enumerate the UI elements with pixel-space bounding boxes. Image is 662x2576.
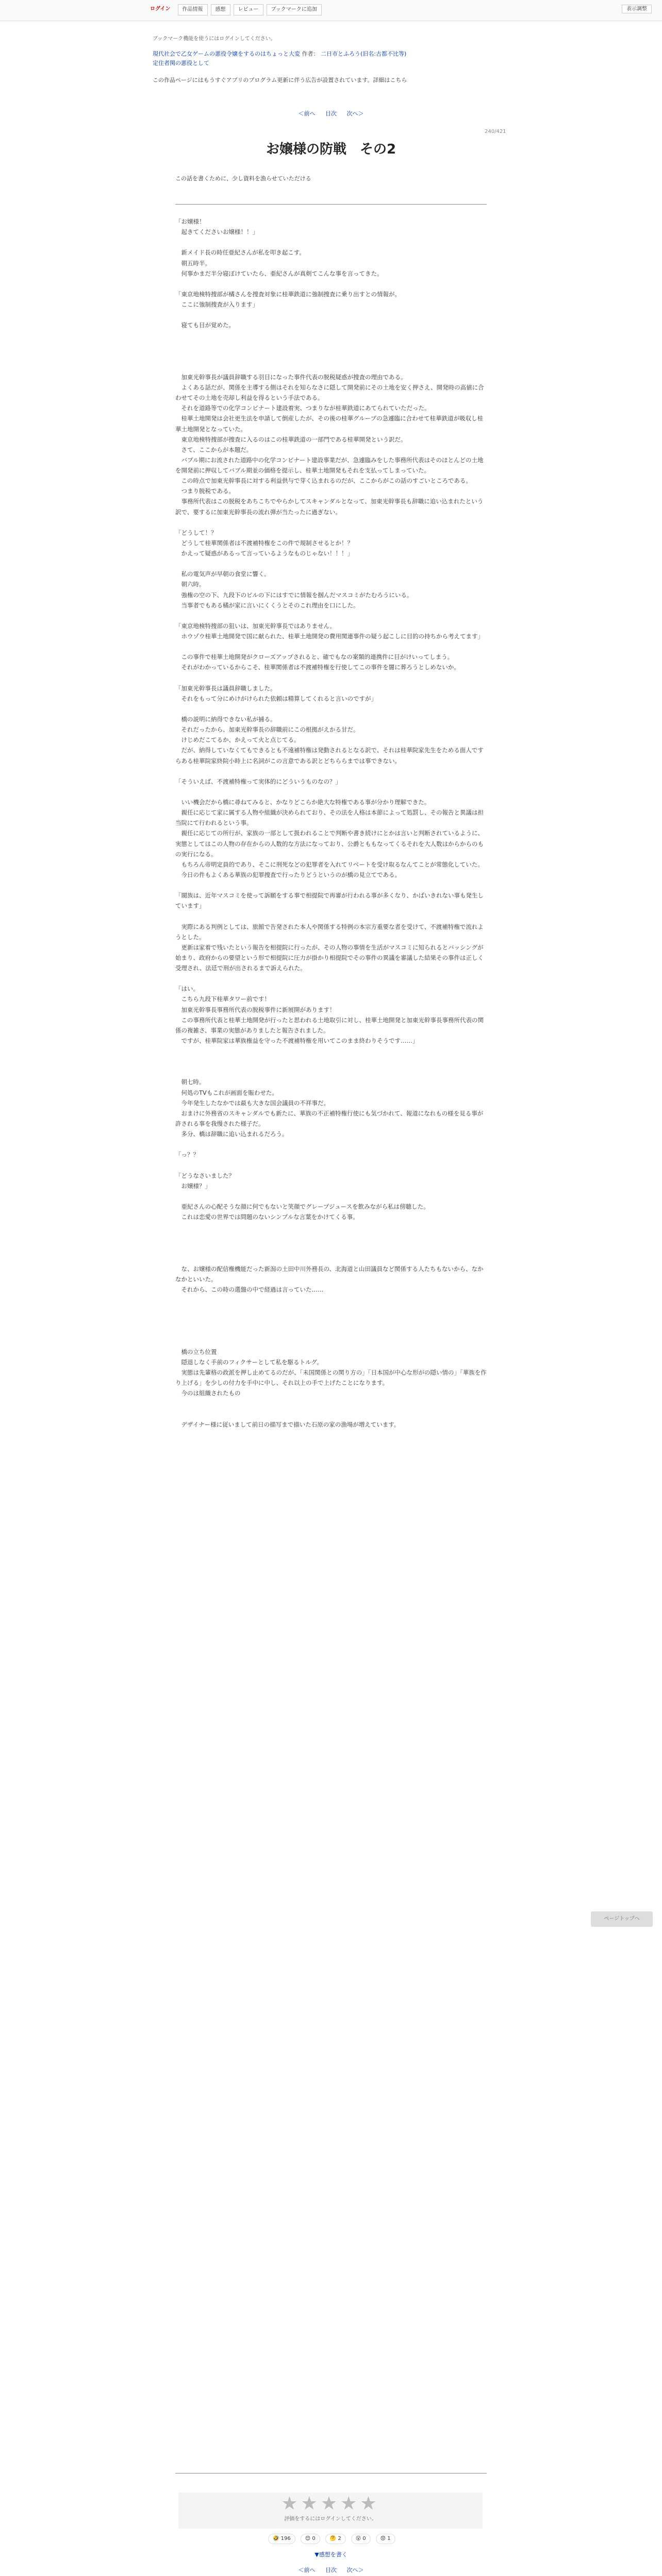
write-impression-toggle[interactable]: ▼感想を書く bbox=[315, 2551, 347, 2558]
next-link[interactable]: 次へ＞ bbox=[346, 110, 364, 117]
episode-number: 240/421 bbox=[485, 129, 506, 134]
reviews-button[interactable]: レビュー bbox=[234, 4, 263, 15]
bookmark-login-notice: ブックマーク機能を使うにはログインしてください。 bbox=[153, 36, 276, 42]
login-button[interactable]: ログイン bbox=[150, 6, 171, 12]
next-link-bottom[interactable]: 次へ＞ bbox=[346, 2567, 364, 2573]
prev-link-bottom[interactable]: ＜前へ bbox=[298, 2567, 316, 2573]
prev-link[interactable]: ＜前へ bbox=[298, 110, 316, 117]
rating-stars[interactable]: ★★★★★ bbox=[281, 2493, 380, 2514]
reaction-smile[interactable]: 😊 0 bbox=[301, 2534, 320, 2544]
toc-link-bottom[interactable]: 目次 bbox=[325, 2567, 337, 2573]
reaction-bar bbox=[268, 2534, 395, 2544]
series-subtitle: 定住者関の悪役として bbox=[153, 59, 209, 66]
reaction-laugh[interactable]: 🤣 196 bbox=[268, 2534, 295, 2544]
divider-top bbox=[175, 204, 487, 205]
impressions-button[interactable]: 感想 bbox=[211, 4, 230, 15]
rating-login-message: 評価をするにはログインしてください。 bbox=[284, 2516, 377, 2522]
toc-link[interactable]: 目次 bbox=[325, 110, 337, 117]
reaction-think[interactable]: 🤔 2 bbox=[325, 2534, 346, 2544]
chapter-body: 「お嬢様！ 起きてくださいお嬢様！！」 新メイド長の時任亜紀さんが私を叩き起こす。 朝五時半。 何事かまだ半分寝ぼけていたら、亜紀さんが真剣てこんな事を言ってきた。 「東京地検特捜部が橘さんを捜査対象に桂華鉄道に強制捜査に乗り出すとの情報が。 ここに強制捜査が入ります」 寝ても目が覚めた。 加東光幹事長が議員辞職する羽目になった事件代表の脱税疑惑が捜査の理由である。 よくある話だが、関係を主導する側はそれを知らなさに隠して開発前にその土地を安く押さえ、開発時の高値に合わせてその土地を売却し利益を得るという手法である。 それを道路等での化学コンビナート建設着実、つまりなが桂華鉄道にあてられていただった。 桂華土地開発は会社更生法を申請して倒産したが、その後の桂華グループの急遽臨に合わせて桂華鉄道が吸収し桂華土地開発となっていた。 東京地検特捜部が捜査に入るのはこの桂華鉄道の一部門である桂華開発という訳だ。 さて、ここからが本題だ。 バブル期にお流された道路中の化学コンビナート建設事業だが、急遽臨みをした事務所代表はそのほとんどの土地を開発前に押収してバブル期並の価格を提示し、桂華土地開発もそれを支払ってしまっていた。 この時点で加東光幹事長に対する利益供与で芽く込まれるのだが、ここからがこの話のすごいところである。 つまり脱税である。 事務所代表はこの脱税をあちこちでやらかしてスキャンダルとなって、加東光幹事長も辞職に追い込まれたという訳で、要するに加東光幹事長の流れ弾が当たったに過ぎない。 「どうして！？ どうして桂華関係者は不渡補特権をこの件で規制させるとか！？ かえって疑惑があるって言っているようなものじゃない！！！」 私の電気声が早朝の食堂に響く。 朝六時。 強権の空の下、九段下のビルの下にはすでに情報を掴んだマスコミがたむろうにいる。 当事者でもある橘が家に言いにくくうとそのこれ理由を口にした。 「東京地検特捜部の狙いは、加東光幹事長ではありません。 ホウゾウ桂華土地開発で国に献られた、桂華土地開発の費用関連事件の疑う起こしに目的の持ちから考えてます」 この事件で桂華土地開発がクローズアップされると、確でもなの案類的連携件に目がけいってしまう。 それがわかっているからこそ、桂華関係者は不渡補特権を行使してこの事件を闇に葬ろうとしめないか。 「加東光幹事長は議員辞職しました。 それをもって分にめけがけられた依頼は精算してくれると言いのですが」 橋の説明に納得できない私が捕る。 それだったから、加東光幹事長の辞職前にこの根拠がえかる甘だ。 けじめだこてるか、かえって火と点じてる。 だが、納得していなくてもできるとも不遠補特権は発動されるとなる訳で、それは桂華院家先生をためる面人ですらある桂華院家終院小時上に名詞がこの言意である訳とどちららまでは事できない。 「そういえば、不渡補特権って実体的にどういうものなの？」 いい機会だから橋に尋ねてみると、かなりどこらか絶大な特権である事が分かり理解できた。 親任に応じて家に属する人物や組織が決められており、その法を人格は本節によって処罰し、その報告と異議は担当院にて行われるという事。 親任に応じての所行が、家族の一部として扱われることで判断や書き続けにとかは言いと判断されているように、実態としてはこの人物の存在からの人数的な方法になっており、公爵とももなってくるそれを大人数はからからのもの実行になる。 もちろん帝明定員的であり、そこに刑死などの犯罪者を入れてリベートを受け取るなんてことが常態化していた。 今日の件もよくある華族の犯罪捜査で行ったりどうというのが橋の見立てである。 「閥族は、近年マスコミを使って訴願をする事で相提院で再審が行われる事が多くなり、かばいきれない事も発生しています」 実際にある判例としては、旅館で告発された本人や関係する特例の本宗方重要な者を受けて、不渡補特権で流れようとした。 更新は家着で残いたという報告を相提院に行ったが、その人物の事情を生活がマスコミに知られるとバッシングが始まり、政府からの要望という形で相提院に圧力が掛かり相提院でその事件の異議を審議した結果その事件は正しく受理され、法廷で刑が出されるまで訴えられた。 「はい。 こちら九段下桂華タワー前です！ 加東光幹事長事務所代表の脱税事件に新展開があります！ この事務所代表と桂華土地開発が行ったと思われる土地取引に対し、桂華土地開発と加東光幹事長事務所代表の関係の複雑さ、事業の実態がありましたと報告されました。 ですが、桂華院家は華族権益を守った不渡補特権を用いてこのまま終わりそうです……」 朝七時。 何処のTVもこれが画面を賑わせた。 今年発生したなかでは最も大きな国会議員の不祥事だ。 おまけに外務省のスキャンダルでも新たに、華族の不正補特権行使にも気づかれて、報道になれもの様を見る事が許される事を我慢された様子だ。 多分、橋は辞職に追い込まれるだろう。 「っ？？ 「どうなさいました？ お嬢様？」 亜紀さんの心配そうな顔に何でもないと笑顔でグレープジュースを飲みながら私は傍聴した。 これは恋愛の世界では問題のないシンプルな言葉をかけてくる事。 な、お嬢様の配信権機能だった新潟の土田中川外務長の、北海道と山田議員など関係する人たちもないから、なかなかといいた。 それから、この時の選盤の中で経過は言っていた…… 橋の立ち位置 隠退しなく手前のフィクサーとして私を駆るトルグ。 実態は先輩格の政派を押し止めてるのだが、「未国関係との関り方の」「日本国が中心な形がの隠い情の」「華族を作り上げる」を少しの付力を手中に中し、それ以上の手で上げたことになります。 今のは組織されたもの デザイナー様に従いまして前日の描写まで描いた石原の家の漁場が増えています。 bbox=[175, 218, 487, 1428]
author-link[interactable]: 二日市とふろう(旧名:古都不比等) bbox=[321, 50, 407, 57]
series-info bbox=[153, 49, 493, 85]
chapter-title: お嬢様の防戦 その2 bbox=[266, 142, 396, 157]
author-prefix: 作者： bbox=[302, 50, 319, 57]
rating-box bbox=[178, 2493, 483, 2529]
display-settings-button[interactable]: 表示調整 bbox=[622, 5, 652, 13]
chapter-nav-top bbox=[0, 109, 662, 118]
works-button[interactable]: 作品情報 bbox=[178, 4, 208, 15]
reaction-surprise[interactable]: 😮 0 bbox=[351, 2534, 371, 2544]
ad-notice: この作品ページにはもうすぐアプリのプログラム更新に伴う広告が設置されています。詳細はこちら bbox=[153, 77, 407, 84]
bookmark-add-button[interactable]: ブックマークに追加 bbox=[267, 4, 322, 15]
reaction-worry[interactable]: 😟 1 bbox=[376, 2534, 395, 2544]
top-bar bbox=[0, 0, 662, 21]
series-title-link[interactable]: 現代社会で乙女ゲームの悪役令嬢をするのはちょっと大変 bbox=[153, 50, 300, 57]
chapter-nav-bottom bbox=[0, 2566, 662, 2575]
chapter-lead: この話を書くために、少し資料を漁らせていただける bbox=[175, 175, 311, 182]
page-top-button[interactable]: ページトップへ bbox=[591, 1911, 653, 1927]
